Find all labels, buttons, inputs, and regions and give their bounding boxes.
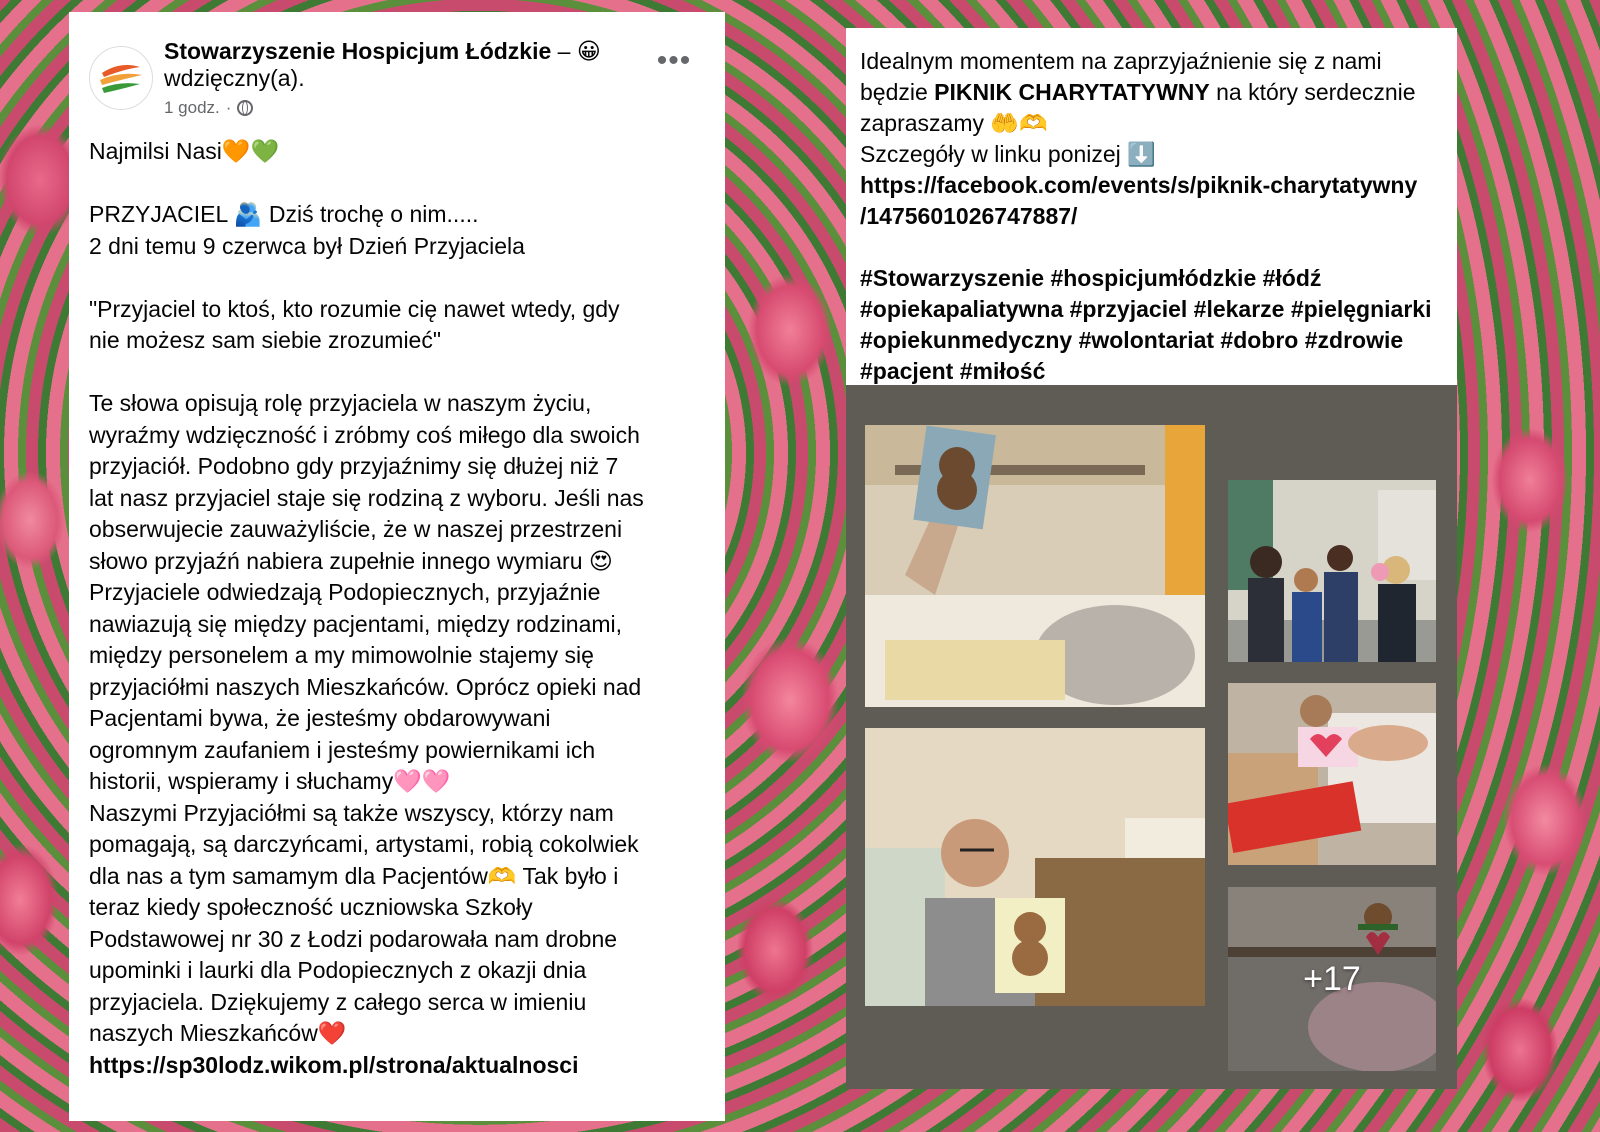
photo-man-card-image (865, 728, 1205, 1006)
post-card (69, 12, 725, 1121)
photo-patient-card[interactable] (865, 425, 1205, 707)
school-link[interactable]: https://sp30lodz.wikom.pl/strona/aktualnosci (89, 1051, 579, 1078)
hashtag-line[interactable]: #pacjent #miłość (860, 358, 1046, 384)
continuation-line-4: Szczegóły w linku ponizej ⬇️ (860, 141, 1156, 167)
header-text (164, 38, 654, 118)
post-continuation-card (846, 28, 1457, 1089)
picnic-title: PIKNIK CHARYTATYWNY (934, 79, 1210, 105)
continuation-line-3: zapraszamy 🤲🫶 (860, 110, 1048, 136)
photo-gifts-image (1228, 683, 1436, 865)
continuation-text (846, 28, 1457, 385)
page-name-link[interactable]: Stowarzyszenie Hospicjum Łódzkie (164, 38, 552, 64)
photo-gifts[interactable] (1228, 683, 1436, 865)
post-paragraph-quote: "Przyjaciel to ktoś, kto rozumie cię nawet wtedy, gdy nie możesz sam siebie zrozumieć" (89, 295, 620, 353)
event-link-part-1[interactable]: https://facebook.com/events/s/piknik-charytatywny (860, 172, 1418, 198)
post-paragraph-main: Te słowa opisują rolę przyjaciela w naszym życiu, wyraźmy wdzięczność i zróbmy coś miłego dla swoich przyjaciół. Podobno gdy przyjaźnimy się dłużej niż 7 lat nasz przyjaciel staje się rodziną z wyboru. Jeśli nas obserwujecie zauważyliście, że w naszej przestrzeni słowo przyjaźń nabiera zupełnie innego wymiaru 😍 Przyjaciele odwiedzają Podopiecznych, przyjaźnie nawiazują się między pacjentami, między rodzinami, między personelem a my mimowolnie stajemy się przyjaciółmi naszych Mieszkańców. Oprócz opieki nad Pacjentami bywa, że jesteśmy obdarowywani ogromnym zaufaniem i jesteśmy powiernikami ich historii, wspieramy i słuchamy🩷🩷 Naszymi Przyjaciółmi są także wszyscy, którzy nam pomagają, są darczyńcami, artystami, robią cokolwiek dla nas a tym samamym dla Pacjentów🫶 Tak było i teraz kiedy społeczność uczniowska Szkoły Podstawowej nr 30 z Łodzi podarowała nam drobne upominki i laurki dla Podopiecznych z okazji dnia przyjaciela. Dziękujemy z całego serca w imieniu naszych Mieszkańców❤️ (89, 390, 644, 1046)
photo-man-card[interactable] (865, 728, 1205, 1006)
hashtag-line[interactable]: #Stowarzyszenie #hospicjumłódzkie #łódź (860, 265, 1322, 291)
feeling-text: wdzięczny(a). (164, 65, 305, 91)
post-paragraph-greeting: Najmilsi Nasi🧡💚 (89, 138, 280, 164)
line2-pre: będzie (860, 79, 935, 105)
meta-separator: · (225, 98, 232, 117)
post-body (89, 136, 707, 1081)
photo-staff-group[interactable] (1228, 480, 1436, 662)
post-meta (164, 98, 654, 118)
post-paragraph-friend: PRZYJACIEL 🫂 Dziś trochę o nim..... 2 dni temu 9 czerwca był Dzień Przyjaciela (89, 201, 525, 259)
feeling-prefix: – 😀 (551, 38, 601, 64)
photo-more[interactable] (1228, 887, 1436, 1071)
hashtags (860, 263, 1443, 387)
event-link-part-2[interactable]: /1475601026747887/ (860, 203, 1078, 229)
more-options-icon[interactable]: ••• (653, 46, 695, 76)
more-photos-count[interactable]: +17 (1228, 887, 1436, 1071)
hashtag-line[interactable]: #opiekapaliatywna #przyjaciel #lekarze #pielęgniarki (860, 296, 1432, 322)
continuation-line-1: Idealnym momentem na zaprzyjaźnienie się z nami (860, 48, 1382, 74)
post-header (89, 30, 707, 130)
globe-icon (237, 100, 253, 116)
continuation-line-2 (860, 77, 1443, 108)
page-avatar[interactable] (89, 46, 153, 110)
post-time-link[interactable]: 1 godz. (164, 98, 220, 117)
hospice-logo-icon (90, 47, 152, 109)
photo-patient-card-image (865, 425, 1205, 707)
hashtag-line[interactable]: #opiekunmedyczny #wolontariat #dobro #zdrowie (860, 327, 1404, 353)
line2-post: na który serdecznie (1209, 79, 1416, 105)
photo-staff-group-image (1228, 480, 1436, 662)
